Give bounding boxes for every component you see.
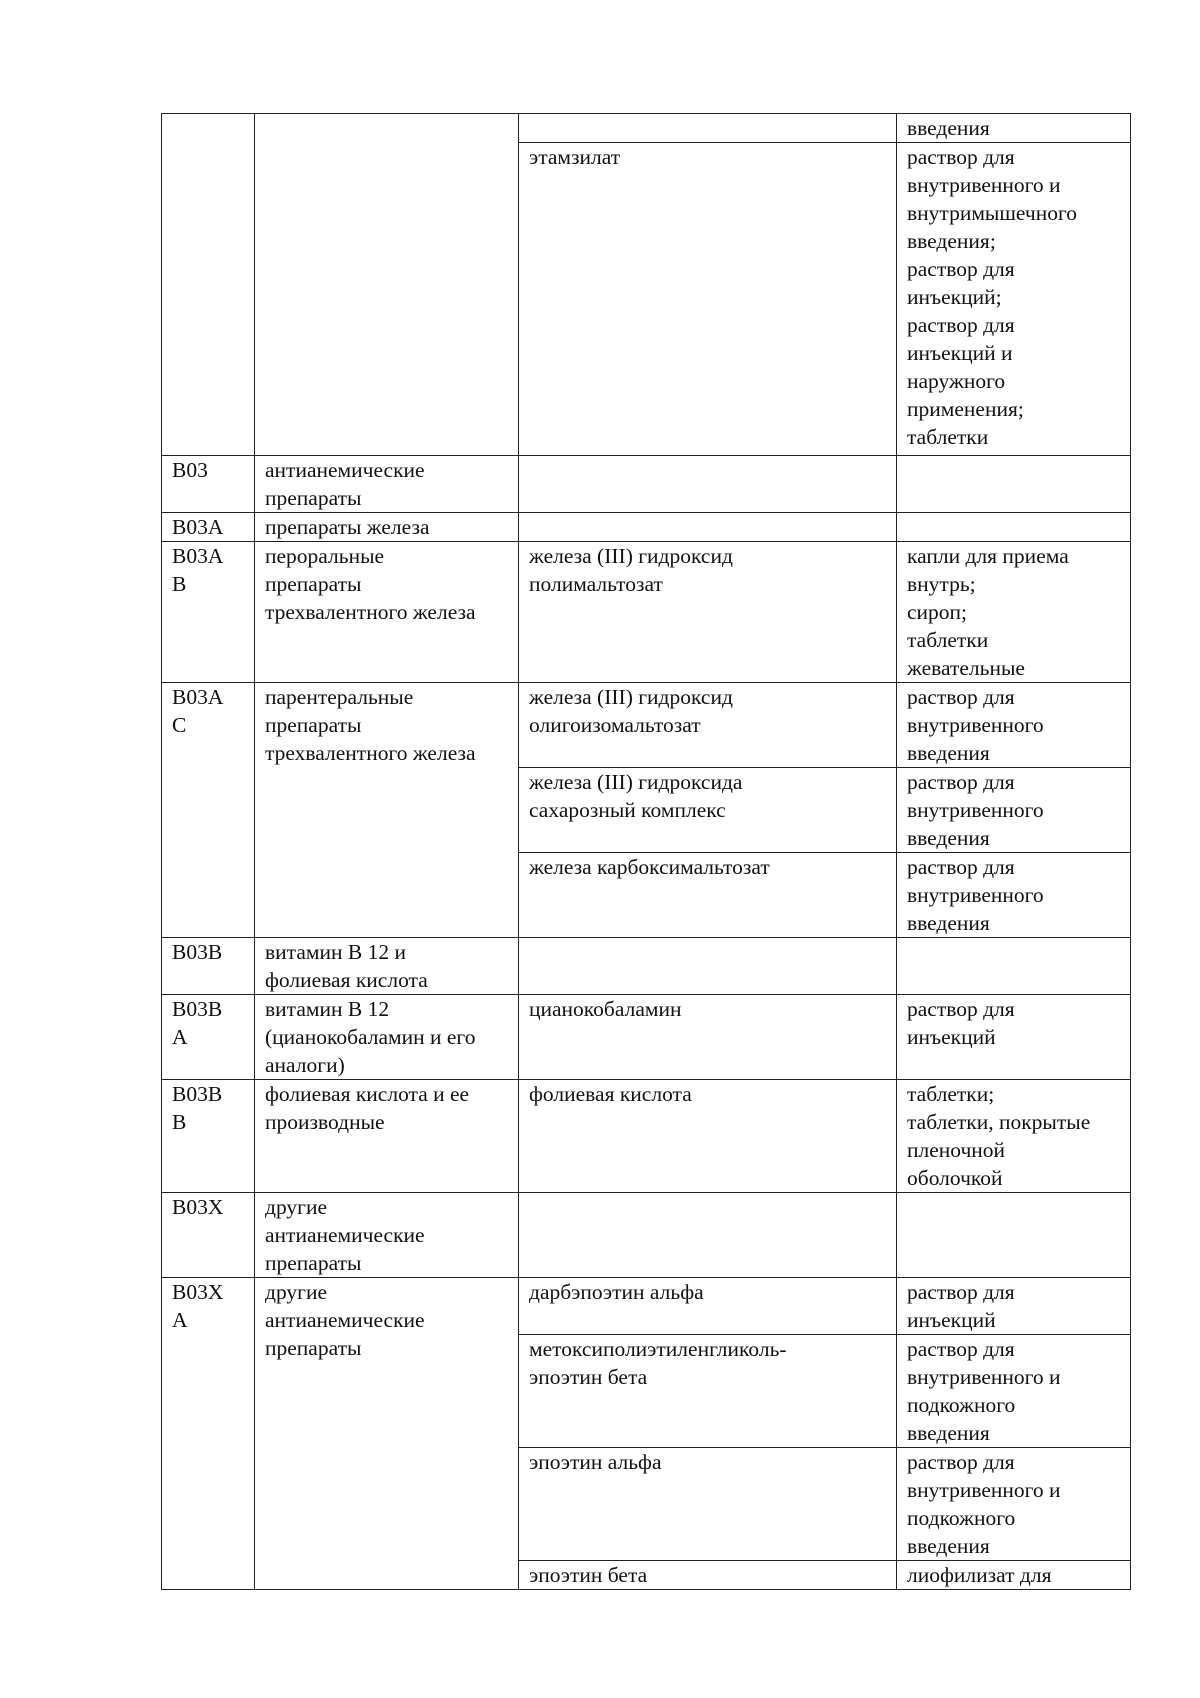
dosage-form-cell: таблетки; таблетки, покрытые пленочной оболочкой [897,1080,1131,1193]
drug-name-cell: цианокобаламин [519,995,897,1080]
table-row [162,938,1131,995]
dosage-form-cell [897,1193,1131,1278]
drug-name-cell: железа (III) гидроксида сахарозный комплекс [519,768,897,853]
dosage-form-cell: раствор для внутривенного и внутримышечного введения; раствор для инъекций; раствор для инъекций и наружного применения; таблетки [897,143,1131,456]
group-cell: другие антианемические препараты [255,1193,519,1278]
atc-code-cell: B03 [162,456,255,513]
dosage-form-cell: раствор для внутривенного введения [897,853,1131,938]
drug-name-cell [519,1193,897,1278]
group-cell: пероральные препараты трехвалентного железа [255,542,519,683]
drug-name-cell: эпоэтин альфа [519,1448,897,1561]
dosage-form-cell: капли для приема внутрь; сироп; таблетки жевательные [897,542,1131,683]
group-cell: фолиевая кислота и ее производные [255,1080,519,1193]
drug-name-cell: железа карбоксимальтозат [519,853,897,938]
table-row [162,114,1131,143]
dosage-form-cell: лиофилизат для [897,1561,1131,1590]
dosage-form-cell: раствор для внутривенного и подкожного введения [897,1335,1131,1448]
table-row [162,513,1131,542]
table-row [162,1278,1131,1335]
drug-name-cell: этамзилат [519,143,897,456]
table-row [162,1193,1131,1278]
atc-code-cell: B03B A [162,995,255,1080]
atc-code-cell: B03X [162,1193,255,1278]
atc-code-cell: B03B [162,938,255,995]
dosage-form-cell: раствор для инъекций [897,995,1131,1080]
drug-name-cell [519,938,897,995]
atc-code-cell: B03A B [162,542,255,683]
group-cell: антианемические препараты [255,456,519,513]
drug-name-cell: фолиевая кислота [519,1080,897,1193]
group-cell [255,114,519,456]
atc-code-cell [162,114,255,456]
drug-name-cell [519,114,897,143]
table-row [162,456,1131,513]
drug-name-cell: железа (III) гидроксид полимальтозат [519,542,897,683]
table-row [162,1080,1131,1193]
drug-name-cell [519,513,897,542]
dosage-form-cell [897,456,1131,513]
dosage-form-cell: раствор для инъекций [897,1278,1131,1335]
dosage-form-cell [897,938,1131,995]
dosage-form-cell: раствор для внутривенного введения [897,683,1131,768]
group-cell: парентеральные препараты трехвалентного железа [255,683,519,938]
group-cell: препараты железа [255,513,519,542]
group-cell: витамин B 12 и фолиевая кислота [255,938,519,995]
atc-code-cell: B03A C [162,683,255,938]
table-row [162,542,1131,683]
group-cell: витамин B 12 (цианокобаламин и его аналоги) [255,995,519,1080]
drug-name-cell [519,456,897,513]
dosage-form-cell [897,513,1131,542]
drug-name-cell: дарбэпоэтин альфа [519,1278,897,1335]
dosage-form-cell: введения [897,114,1131,143]
table-row [162,683,1131,768]
drug-name-cell: метоксиполиэтиленгликоль- эпоэтин бета [519,1335,897,1448]
drug-name-cell: железа (III) гидроксид олигоизомальтозат [519,683,897,768]
group-cell: другие антианемические препараты [255,1278,519,1590]
dosage-form-cell: раствор для внутривенного введения [897,768,1131,853]
table-row [162,995,1131,1080]
drug-name-cell: эпоэтин бета [519,1561,897,1590]
atc-code-cell: B03X A [162,1278,255,1590]
drug-table [161,113,1131,1590]
dosage-form-cell: раствор для внутривенного и подкожного введения [897,1448,1131,1561]
atc-code-cell: B03B B [162,1080,255,1193]
atc-code-cell: B03A [162,513,255,542]
